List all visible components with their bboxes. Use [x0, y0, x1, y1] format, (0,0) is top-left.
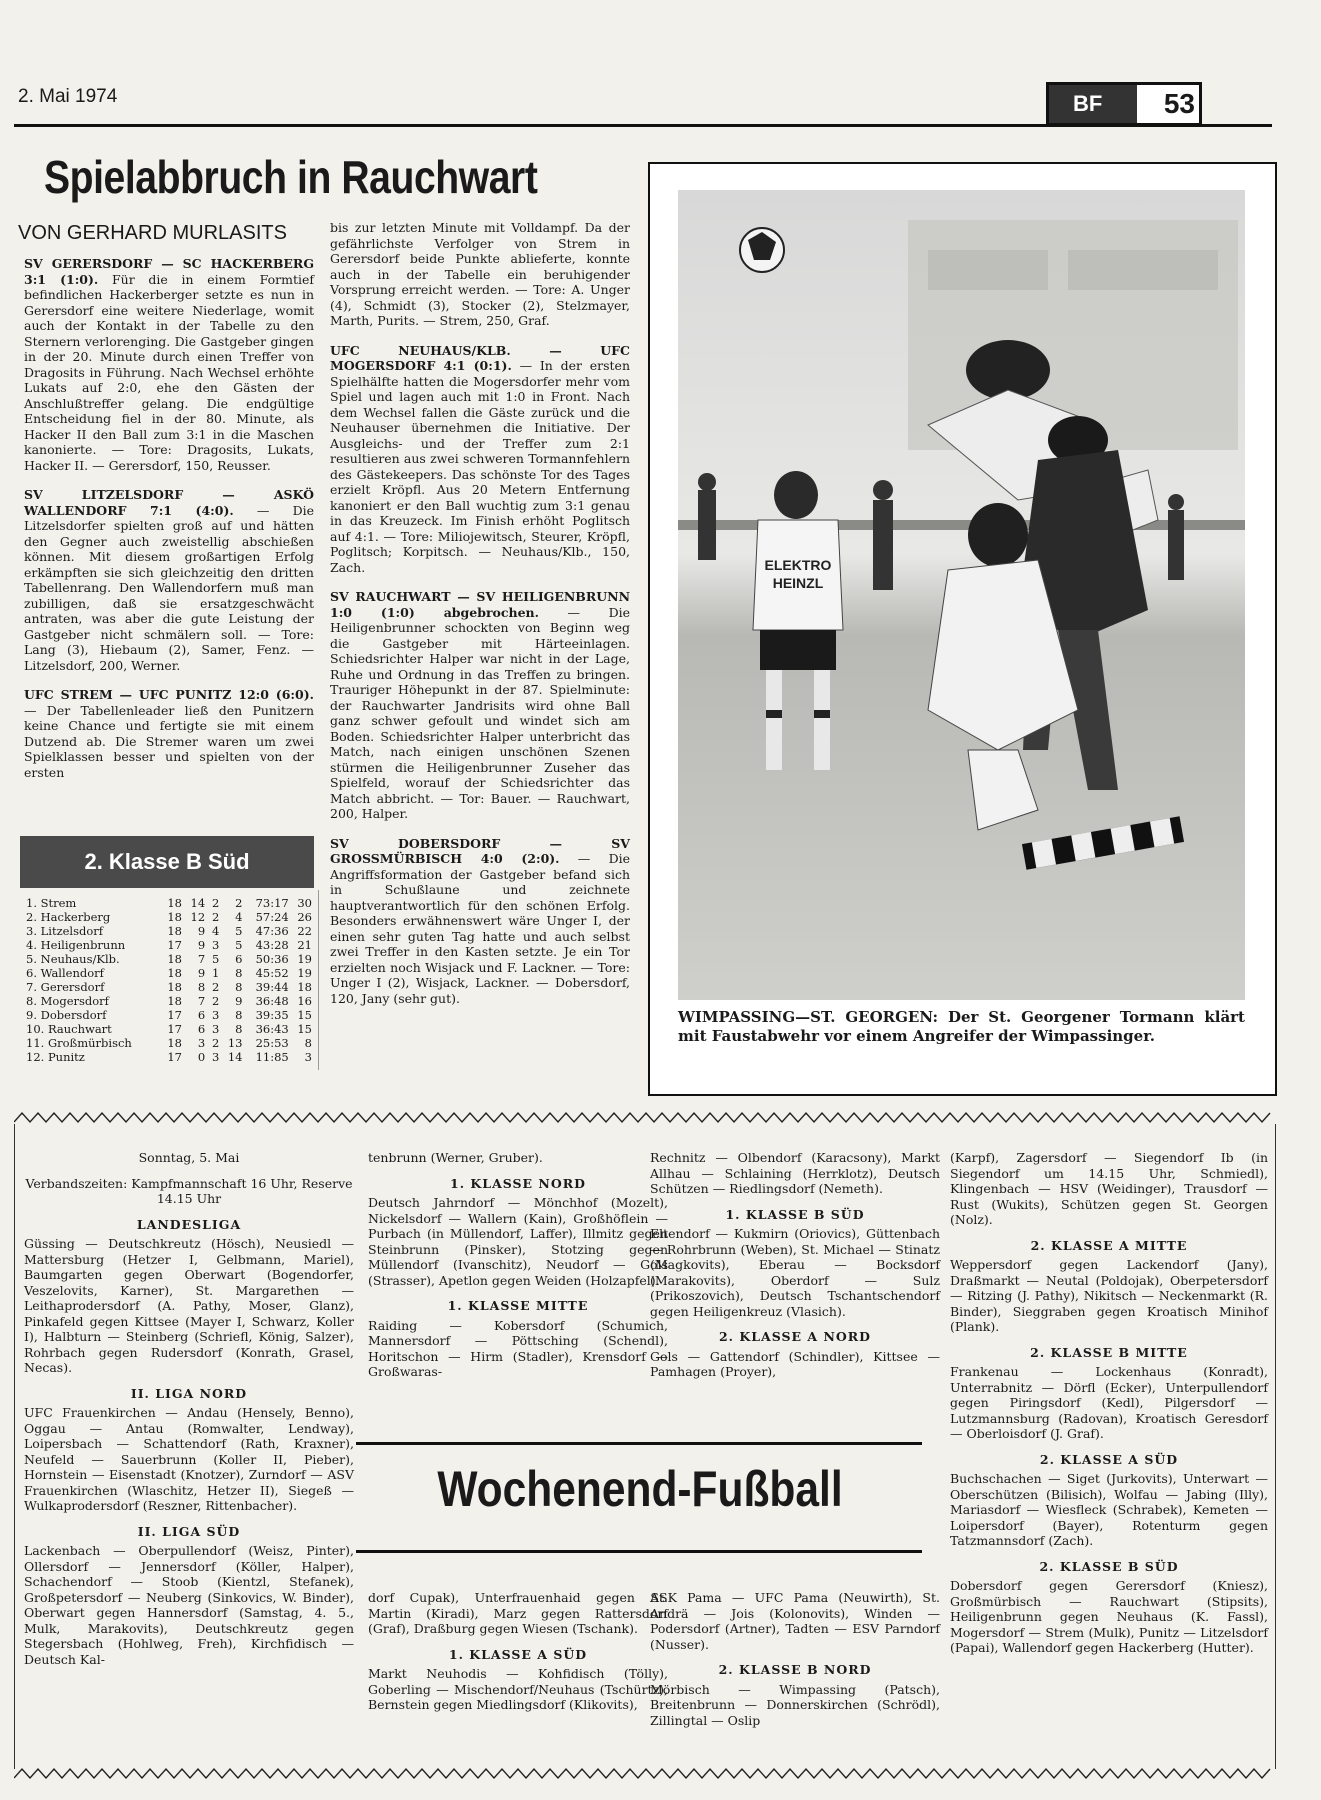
- issue-date: 2. Mai 1974: [18, 86, 118, 107]
- fixture-list: Frankenau — Lockenhaus (Konradt), Unterrabnitz — Dörfl (Ecker), Unterpullendorf gegen Piringsdorf (Kedl), Pilgersdorf — Lutzmannsburg (Radovan), Kroatisch Geresdorf — Oberloisdorf (J. Graf).: [950, 1364, 1268, 1441]
- fixture-list: dorf Cupak), Unterfrauenhaid gegen St. Martin (Kiradi), Marz gegen Rattersdorf (Graf), Draßburg gegen Wiesen (Tschank).: [368, 1590, 668, 1636]
- table-cell: 11:85: [255, 1050, 289, 1064]
- team-name: 10. Rauchwart: [26, 1022, 112, 1036]
- team-name: 11. Großmürbisch: [26, 1036, 132, 1050]
- article-paragraph: [330, 589, 630, 822]
- league-heading: 2. KLASSE B SÜD: [1039, 1558, 1179, 1574]
- article-paragraph: [330, 836, 630, 1007]
- article-paragraph: [24, 256, 314, 473]
- table-cell: 18: [167, 966, 182, 980]
- table-cell: 21: [297, 938, 312, 952]
- table-cell: 25:53: [255, 1036, 289, 1050]
- table-cell: 73:17: [255, 896, 289, 910]
- table-cell: 17: [167, 1008, 182, 1022]
- title-rule-top: [356, 1442, 922, 1445]
- league-heading: 1. KLASSE NORD: [450, 1175, 586, 1191]
- table-cell: 18: [167, 980, 182, 994]
- table-row: [24, 994, 314, 1008]
- table-cell: 50:36: [255, 952, 289, 966]
- shirt-text-1: ELEKTRO: [764, 557, 832, 573]
- league-heading: 2. KLASSE B MITTE: [1030, 1344, 1188, 1360]
- team-name: 6. Wallendorf: [26, 966, 104, 980]
- page-header-box: [1046, 82, 1202, 126]
- fixtures-column-2-lower: [368, 1590, 668, 1723]
- table-cell: 6: [235, 952, 243, 966]
- table-cell: 5: [235, 938, 243, 952]
- fixture-list: Buchschachen — Siget (Jurkovits), Unterwart — Oberschützen (Bilisich), Wolfau — Jabing (Illy), Mariasdorf — Wiesfleck (Schrabek), Kemeten — Loipersdorf (Bayer), Rotenturm gegen Tatzmannsdorf (Zach).: [950, 1471, 1268, 1548]
- paragraph-text: — Die Angriffsformation der Gastgeber befand sich in Schußlaune und zeichnete hauptverantwortlich für den schönen Erfolg. Besonders erwähnenswert wäre Unger I, der einen sehr guten Tag hatte und auch selbst zwei Treffer in den Kasten setzte. Je ein Tor erzielten noch Wisjack und F. Lackner. — Tore: Unger I (2), Wisjack, Lackner. — Dobersdorf, 120, Jany (sehr gut).: [330, 851, 630, 1006]
- fixture-list: Lackenbach — Oberpullendorf (Weisz, Pinter), Ollersdorf — Jennersdorf (Köller, Halper), Schachendorf — Stoob (Kientzl, Stefanek), Großpetersdorf — Neuberg (Sinkovics, W. Binder), Oberwart gegen Hannersdorf (Samstag, 4. 5., Mulk, Marakovits), Deutschkreutz gegen Stegersbach (Hohlweg, Freh), Kirchfidisch — Deutsch Kal-: [24, 1543, 354, 1667]
- table-cell: 7: [197, 952, 206, 966]
- paragraph-text: Für die in einem Formtief befindlichen Hackerberger setzte es nun in Gerersdorf eine weitere Niederlage, womit auch der Kontakt in der Tabelle zu den Sternern verlorenging. Die Gastgeber gingen in der 20. Minute durch einen Treffer von Dragosits in Führung. Nach Wechsel erhöhte Lukats auf 2:0, ehe den Gästen der Anschlußtreffer gelang. Die endgültige Entscheidung fiel in der 80. Minute, als Hacker II den Ball zum 3:1 in die Maschen kanonierte. — Tore: Dragosits, Lukats, Hacker II. — Gerersdorf, 150, Reusser.: [24, 271, 314, 473]
- table-cell: 2: [211, 994, 220, 1008]
- table-cell: 8: [197, 980, 206, 994]
- team-name: 7. Gerersdorf: [26, 980, 105, 994]
- table-cell: 57:24: [255, 910, 289, 924]
- fixtures-column-3: [650, 1150, 940, 1390]
- article-column-1: [24, 256, 314, 794]
- table-row: [24, 896, 314, 910]
- fixture-list: Güssing — Deutschkreutz (Hösch), Neusiedl — Mattersburg (Hetzer I, Gelbmann, Mariel), Baumgarten gegen Oberwart (Bogendorfer, Veszelovits, Karner), St. Margarethen — Leithaprodersdorf (A. Pathy, Moser, Glanz), Pinkafeld gegen Kittsee (Mayer I, Schwarz, Koller I), Halbturn — Steinberg (Schriefl, König, Salzer), Rohrbach gegen Rudersdorf (Konrath, Grasel, Necas).: [24, 1236, 354, 1375]
- table-cell: 18: [297, 980, 312, 994]
- table-cell: 3: [211, 1022, 220, 1036]
- table-cell: 30: [297, 896, 312, 910]
- table-row: [24, 1022, 314, 1036]
- fixture-list: Rechnitz — Olbendorf (Karacsony), Markt Allhau — Schlaining (Herrklotz), Deutsch Schützen — Riedlingsdorf (Nemeth).: [650, 1150, 940, 1196]
- paragraph-text: — Der Tabellenleader ließ den Punitzern keine Chance und fertigte sie mit einem Dutzend ab. Die Stremer waren um zwei Spielklassen besser und spielten von der ersten: [24, 702, 314, 780]
- table-cell: 18: [167, 952, 182, 966]
- league-heading: 1. KLASSE MITTE: [447, 1298, 589, 1313]
- league-heading: 1. KLASSE B SÜD: [725, 1206, 865, 1222]
- fixture-list: Dobersdorf gegen Gerersdorf (Kniesz), Großmürbisch — Rauchwart (Stipsits), Heiligenbrunn gegen Neuhaus (K. Fassl), Mogersdorf — Strem (Mulk), Punitz — Litzelsdorf (Papai), Wallendorf gegen Hackerberg (Hutter).: [950, 1578, 1268, 1655]
- fixtures-column-2: [368, 1150, 668, 1390]
- team-name: 4. Heiligenbrunn: [26, 938, 126, 952]
- table-cell: 15: [297, 1008, 312, 1022]
- fixture-list: Eltendorf — Kukmirn (Oriovics), Güttenbach — Rohrbrunn (Weben), St. Michael — Stinatz (Magkovits), Eberau — Bocksdorf (Marakovits), Oberdorf — Sulz (Prikoszovich), Deutsch Tschantschendorf gegen Heiligenkreuz (Vlasich).: [650, 1226, 940, 1319]
- column-divider: [318, 890, 319, 1070]
- table-cell: 3: [211, 1008, 220, 1022]
- article-paragraph: [330, 220, 630, 329]
- match-result-lead: SV GERERSDORF — SC HACKERBERG 3:1 (1:0).: [24, 256, 314, 287]
- table-cell: 5: [235, 924, 243, 938]
- table-row: [24, 924, 314, 938]
- table-cell: 3: [211, 1050, 220, 1064]
- match-result-lead: UFC NEUHAUS/KLB. — UFC MOGERSDORF 4:1 (0:1).: [330, 342, 630, 373]
- table-cell: 47:36: [255, 924, 289, 938]
- table-row: [24, 1008, 314, 1022]
- table-cell: 13: [227, 1036, 243, 1050]
- table-cell: 22: [297, 924, 312, 938]
- match-result-lead: SV RAUCHWART — SV HEILIGENBRUNN 1:0 (1:0) abgebrochen.: [330, 589, 630, 620]
- table-cell: 18: [167, 910, 182, 924]
- match-result-lead: UFC STREM — UFC PUNITZ 12:0 (6:0).: [24, 687, 314, 702]
- table-cell: 18: [167, 896, 182, 910]
- weekend-title: Wochenend-Fußball: [437, 1461, 843, 1517]
- article-paragraph: [330, 343, 630, 576]
- box-border-right: [1275, 1124, 1276, 1769]
- page-number: 53: [1163, 88, 1195, 119]
- fixture-list: Deutsch Jahrndorf — Mönchhof (Mozelt), Nickelsdorf — Wallern (Kain), Großhöflein — Purbach (in Müllendorf, Laffer), Illmitz gegen Steinbrunn (Pinsker), Stotzing gegen Müllendorf (Ivanschitz), Neudorf — Gols (Strasser), Apetlon gegen Weiden (Holzapfel).: [368, 1195, 668, 1288]
- table-cell: 8: [235, 1022, 243, 1036]
- team-name: 12. Punitz: [26, 1050, 85, 1064]
- photo-frame: [648, 162, 1277, 1096]
- table-cell: 17: [167, 1050, 182, 1064]
- team-name: 1. Strem: [26, 896, 77, 910]
- table-row: [24, 910, 314, 924]
- table-cell: 8: [235, 966, 243, 980]
- paragraph-text: — Die Litzelsdorfer spielten groß auf und hätten den Gegner auch zweistellig abschießen können. Mit diesem großartigen Erfolg erkämpften sie sich gleichzeitig den dritten Tabellenrang. Den Wallendorfern muß man zubilligen, daß sie ersatzgeschwächt antraten, was aber die gute Leistung der Gastgeber nicht schmälern soll. — Tore: Lang (3), Hiebaum (2), Samer, Fenz. — Litzelsdorf, 200, Werner.: [24, 502, 314, 673]
- table-cell: 9: [197, 924, 206, 938]
- match-result-lead: SV LITZELSDORF — ASKÖ WALLENDORF 7:1 (4:0).: [24, 487, 314, 518]
- fixture-list: Gols — Gattendorf (Schindler), Kittsee — Pamhagen (Proyer),: [650, 1348, 940, 1379]
- table-cell: 5: [211, 952, 220, 966]
- fixture-list: Markt Neuhodis — Kohfidisch (Tölly), Goberling — Mischendorf/Neuhaus (Tschürtz), Bernstein gegen Miedlingsdorf (Klikovits),: [368, 1666, 668, 1712]
- table-cell: 8: [235, 980, 243, 994]
- table-cell: 3: [304, 1050, 312, 1064]
- table-cell: 9: [235, 994, 243, 1008]
- fixture-list: Mörbisch — Wimpassing (Patsch), Breitenbrunn — Donnerskirchen (Schrödl), Zillingtal — Oslip: [650, 1681, 940, 1728]
- table-cell: 9: [197, 966, 206, 980]
- table-cell: 43:28: [255, 938, 289, 952]
- table-row: [24, 952, 314, 966]
- team-name: 3. Litzelsdorf: [26, 924, 104, 938]
- shirt-text-2: HEINZL: [772, 575, 824, 591]
- table-cell: 36:48: [255, 994, 289, 1008]
- table-cell: 18: [167, 1036, 182, 1050]
- team-name: 8. Mogersdorf: [26, 994, 109, 1008]
- fixture-list: tenbrunn (Werner, Gruber).: [368, 1150, 543, 1165]
- table-cell: 16: [297, 994, 312, 1008]
- article-byline: VON GERHARD MURLASITS: [18, 222, 287, 244]
- team-name: 2. Hackerberg: [26, 910, 111, 924]
- table-row: [24, 1050, 314, 1064]
- title-rule-bottom: [356, 1550, 922, 1553]
- table-cell: 2: [235, 896, 243, 910]
- table-cell: 8: [235, 1008, 243, 1022]
- box-border-left: [14, 1124, 15, 1769]
- match-result-lead: SV DOBERSDORF — SV GROSSMÜRBISCH 4:0 (2:0).: [330, 835, 630, 866]
- team-name: 9. Dobersdorf: [26, 1008, 107, 1022]
- table-cell: 15: [297, 1022, 312, 1036]
- article-column-2: [330, 220, 630, 1020]
- table-cell: 0: [197, 1050, 206, 1064]
- table-cell: 4: [235, 910, 243, 924]
- table-cell: 3: [197, 1036, 206, 1050]
- table-cell: 39:44: [255, 980, 289, 994]
- fixtures-column-3-lower: [650, 1590, 940, 1738]
- table-cell: 1: [211, 966, 220, 980]
- league-heading: 2. KLASSE A SÜD: [1039, 1451, 1179, 1467]
- table-row: [24, 938, 314, 952]
- article-paragraph: [24, 487, 314, 673]
- table-cell: 45:52: [255, 966, 289, 980]
- league-heading: 2. KLASSE A NORD: [718, 1329, 871, 1344]
- zigzag-border-bottom: [14, 1766, 1276, 1782]
- fixtures-column-4: [950, 1150, 1268, 1666]
- table-cell: 7: [197, 994, 206, 1008]
- table-row: [24, 980, 314, 994]
- table-cell: 17: [167, 1022, 182, 1036]
- fixtures-column-1: [24, 1150, 354, 1677]
- table-cell: 12: [190, 910, 206, 924]
- league-heading: II. LIGA NORD: [130, 1385, 248, 1401]
- paragraph-text: — Die Heiligenbrunner schockten von Beginn weg die Gastgeber mit Härteeinlagen. Schiedsrichter Halper war nicht in der Lage, Ruhe und Ordnung in das Treffen zu bringen. Trauriger Höhepunkt in der 87. Spielminute: der Rauchwarter Jandrisits wird ohne Ball ganz schwer gefoult und windet sich am Boden. Schiedsrichter Halper unterbricht das Match, nach einigen unschönen Szenen stürmen die Heiligenbrunner Zuseher das Spielfeld, worauf der Schiedsrichter das Match abbricht. — Tor: Bauer. — Rauchwart, 200, Halper.: [330, 604, 630, 821]
- table-cell: 18: [167, 994, 182, 1008]
- table-cell: 36:43: [255, 1022, 289, 1036]
- table-cell: 39:35: [255, 1008, 289, 1022]
- table-cell: 6: [197, 1022, 206, 1036]
- article-paragraph: [24, 687, 314, 780]
- fixture-list: Raiding — Kobersdorf (Schumich, Mannersdorf — Pöttsching (Schendl), Horitschon — Hirm (Stadler), Krensdorf — Großwaras-: [368, 1317, 668, 1379]
- football-photo: [678, 190, 1245, 1000]
- league-heading: 2. KLASSE A MITTE: [1030, 1237, 1188, 1253]
- paragraph-text: — In der ersten Spielhälfte hatten die Mogersdorfer mehr vom Spiel und lagen auch mit 1:0 in Front. Nach dem Wechsel fallen die Gäste zurück und die Neuhauser übernehmen die Initiative. Der Ausgleichs- und der Treffer zum 2:1 resultieren aus zwei schweren Tormannfehlern des Gästekeepers. Das schönste Tor des Tages erzielt Kröpfl. Aus 20 Metern Entfernung kanoniert er den Ball wuchtig zum 3:1 genau in das Kreuzeck. Im Finish erhöht Poglitsch auf 4:1. — Tore: Miliojewitsch, Steurer, Kröpfl, Poglitsch; Korpitsch. — Neuhaus/Klb., 150, Zach.: [330, 358, 630, 575]
- table-row: [24, 966, 314, 980]
- photo-caption: WIMPASSING—ST. GEORGEN: Der St. Georgener Tormann klärt mit Faustabwehr vor einem Angreifer der Wimpassinger.: [678, 1008, 1245, 1045]
- table-cell: 2: [211, 1036, 220, 1050]
- fixture-list: UFC Frauenkirchen — Andau (Hensely, Benno), Oggau — Antau (Romwalter, Lendway), Loipersbach — Schattendorf (Rath, Kraxner), Neufeld — Sauerbrunn (Koller II, Pieber), Hornstein — Eisenstadt (Knotzer), Zurndorf — ASV Frauenkirchen (Wlaschitz, Hetzer II), Siegeß — Wulkaprodersdorf (Reszner, Rittenbacher).: [24, 1405, 354, 1513]
- fixture-list: ASK Pama — UFC Pama (Neuwirth), St. Andrä — Jois (Kolonovits), Winden — Podersdorf (Artner), Tadten — ESV Parndorf (Nusser).: [650, 1590, 940, 1652]
- table-cell: 19: [297, 966, 312, 980]
- table-cell: 26: [297, 910, 312, 924]
- section-label: BF: [1049, 85, 1137, 123]
- table-cell: 4: [211, 924, 220, 938]
- table-cell: 17: [167, 938, 182, 952]
- team-name: 5. Neuhaus/Klb.: [26, 952, 120, 966]
- schedule-note: Verbandszeiten: Kampfmannschaft 16 Uhr, Reserve 14.15 Uhr: [25, 1175, 353, 1206]
- table-cell: 6: [197, 1008, 206, 1022]
- fixture-list: Weppersdorf gegen Lackendorf (Jany), Draßmarkt — Neutal (Poldojak), Oberpetersdorf — Ritzing (J. Pathy), Nikitsch — Neckenmarkt (R. Binder), Sieggraben gegen Kroatisch Minihof (Plank).: [950, 1257, 1268, 1334]
- table-cell: 19: [297, 952, 312, 966]
- league-heading: 1. KLASSE A SÜD: [448, 1646, 588, 1662]
- article-headline: Spielabbruch in Rauchwart: [44, 151, 538, 203]
- table-cell: 2: [211, 910, 220, 924]
- table-cell: 14: [190, 896, 206, 910]
- fixture-list: (Karpf), Zagersdorf — Siegendorf Ib (in Siegendorf um 14.15 Uhr, Schmiedl), Klingenbach — HSV (Weidinger), Trausdorf — Rust (Wukits), Schützen gegen St. Georgen (Nolz).: [950, 1150, 1268, 1227]
- table-cell: 8: [304, 1036, 312, 1050]
- header-rule: [14, 124, 1272, 127]
- table-cell: 18: [167, 924, 182, 938]
- table-cell: 3: [211, 938, 220, 952]
- table-row: [24, 1036, 314, 1050]
- league-heading: 2. KLASSE B NORD: [718, 1662, 872, 1677]
- league-heading: LANDESLIGA: [136, 1216, 242, 1232]
- zigzag-border-top: [14, 1110, 1276, 1126]
- league-heading: II. LIGA SÜD: [137, 1523, 241, 1539]
- table-cell: 2: [211, 980, 220, 994]
- schedule-note: Sonntag, 5. Mai: [138, 1150, 240, 1165]
- table-cell: 14: [227, 1050, 243, 1064]
- standings-table: [24, 896, 314, 1064]
- paragraph-text: bis zur letzten Minute mit Volldampf. Da der gefährlichste Verfolger von Strem in Gerersdorf beide Punkte ablieferte, konnte auch in der Tabelle ein beruhigender Vorsprung erreicht werden. — Tore: A. Unger (4), Schmidt (3), Stocker (2), Stelzmayer, Marth, Purits. — Strem, 250, Graf.: [330, 220, 630, 328]
- table-cell: 9: [197, 938, 206, 952]
- standings-title: 2. Klasse B Süd: [20, 836, 314, 888]
- table-cell: 2: [211, 896, 220, 910]
